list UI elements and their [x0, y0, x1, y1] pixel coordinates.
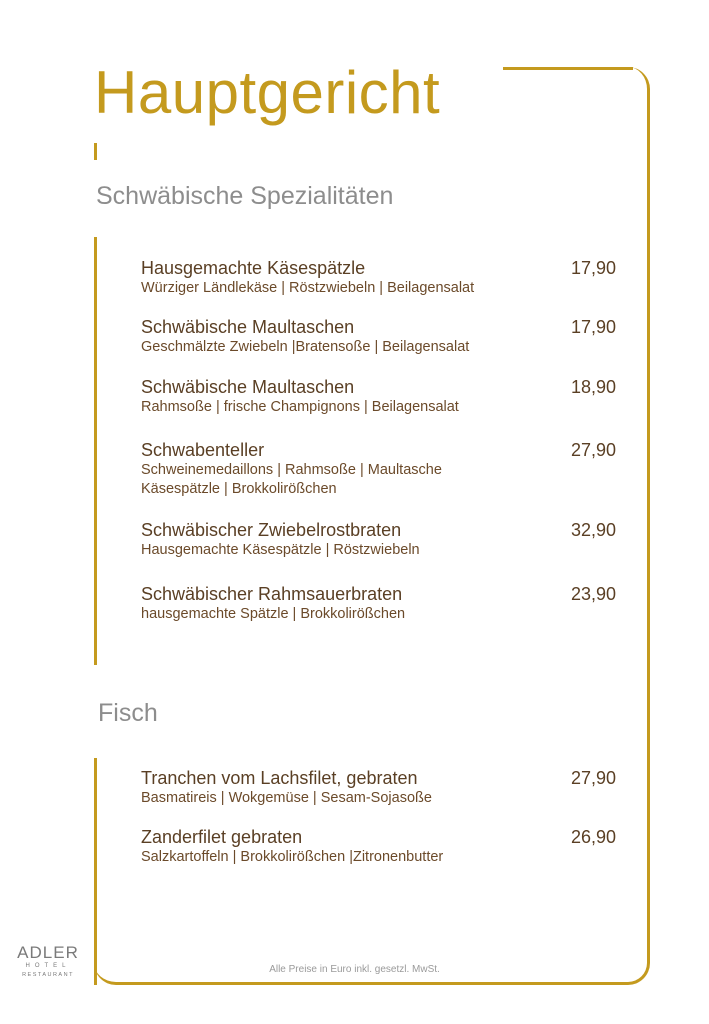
menu-item	[141, 519, 616, 560]
item-name: Schwäbischer Zwiebelrostbraten	[141, 520, 402, 540]
menu-item	[141, 826, 616, 867]
item-description: Hausgemachte Käsespätzle | Röstzwiebeln	[141, 542, 420, 558]
item-name: Schwäbische Maultaschen	[141, 377, 355, 397]
item-price: 23,90	[570, 584, 616, 604]
item-description: Geschmälzte Zwiebeln |Bratensoße | Beilagensalat	[141, 339, 470, 355]
item-description: Salzkartoffeln | Brokkolirößchen |Zitronenbutter	[141, 849, 444, 865]
item-price: 27,90	[570, 440, 616, 460]
item-name: Schwäbische Maultaschen	[141, 317, 355, 337]
item-price: 17,90	[570, 317, 616, 337]
item-name: Zanderfilet gebraten	[141, 827, 303, 847]
section-accent-bar	[94, 237, 97, 665]
item-name: Schwabenteller	[141, 440, 265, 460]
logo-subtitle: HOTEL	[25, 963, 71, 969]
item-name: Tranchen vom Lachsfilet, gebraten	[141, 768, 418, 788]
logo-subtitle: RESTAURANT	[22, 972, 74, 978]
section-accent-bar	[94, 758, 97, 985]
item-description: Schweinemedaillons | Rahmsoße | Maultasche Käsespätzle | Brokkolirößchen	[141, 462, 442, 497]
menu-item	[141, 583, 616, 624]
item-price: 17,90	[570, 258, 616, 278]
frame-top-line	[503, 67, 633, 70]
item-description: Rahmsoße | frische Champignons | Beilagensalat	[141, 399, 459, 415]
price-note: Alle Preise in Euro inkl. gesetzl. MwSt.	[269, 964, 440, 975]
page-title: Hauptgericht	[94, 59, 441, 126]
section-title: Fisch	[98, 699, 158, 727]
menu-item	[141, 257, 616, 298]
item-description: Würziger Ländlekäse | Röstzwiebeln | Beilagensalat	[141, 280, 475, 296]
menu-item	[141, 439, 616, 499]
item-name: Hausgemachte Käsespätzle	[141, 258, 366, 278]
item-description: Basmatireis | Wokgemüse | Sesam-Sojasoße	[141, 790, 432, 806]
menu-item	[141, 376, 616, 417]
item-price: 27,90	[570, 768, 616, 788]
item-price: 26,90	[570, 827, 616, 847]
item-description: hausgemachte Spätzle | Brokkolirößchen	[141, 606, 406, 622]
logo-wordmark: ADLER	[17, 943, 79, 962]
item-name: Schwäbischer Rahmsauerbraten	[141, 584, 403, 604]
title-accent-bar	[94, 143, 97, 160]
menu-item	[141, 767, 616, 808]
section-title: Schwäbische Spezialitäten	[96, 182, 394, 210]
menu-item	[141, 316, 616, 357]
item-price: 32,90	[570, 520, 616, 540]
item-price: 18,90	[570, 377, 616, 397]
